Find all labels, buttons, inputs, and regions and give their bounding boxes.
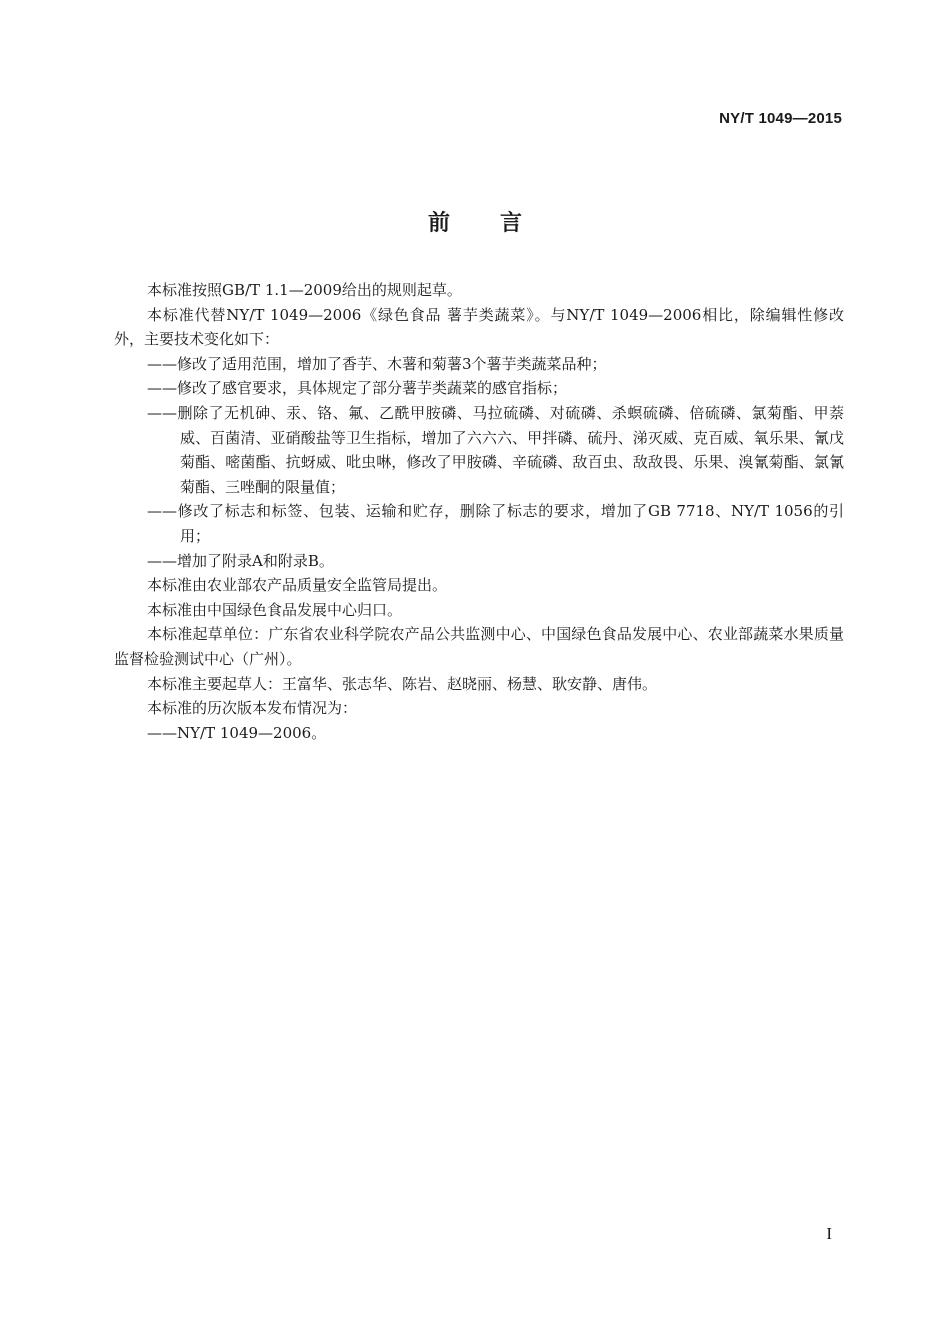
change-item: ——修改了感官要求，具体规定了部分薯芋类蔬菜的感官指标； bbox=[147, 379, 568, 398]
change-item: ——修改了标志和标签、包装、运输和贮存，删除了标志的要求，增加了GB 7718、NY/T 1056的引用； bbox=[147, 502, 844, 545]
history-item: ——NY/T 1049—2006。 bbox=[147, 723, 327, 742]
foreword-body bbox=[114, 278, 844, 745]
page-number: I bbox=[826, 1224, 832, 1243]
change-item: ——增加了附录A和附录B。 bbox=[147, 551, 334, 570]
page-title: 前言 bbox=[427, 211, 572, 236]
paragraph-centralized-unit: 本标准由中国绿色食品发展中心归口。 bbox=[147, 600, 403, 619]
paragraph-drafting-units: 本标准起草单位：广东省农业科学院农产品公共监测中心、中国绿色食品发展中心、农业部蔬菜水果质量监督检验测试中心（广州）。 bbox=[114, 625, 844, 668]
paragraph-proposer: 本标准由农业部农产品质量安全监管局提出。 bbox=[147, 576, 448, 595]
standard-code: NY/T 1049—2015 bbox=[719, 110, 842, 127]
paragraph-drafters: 本标准主要起草人：王富华、张志华、陈岩、赵晓丽、杨慧、耿安静、唐伟。 bbox=[147, 674, 658, 693]
paragraph-drafting-rules: 本标准按照GB/T 1.1—2009给出的规则起草。 bbox=[147, 281, 462, 299]
paragraph-history-intro: 本标准的历次版本发布情况为： bbox=[147, 699, 358, 718]
change-item: ——修改了适用范围，增加了香芋、木薯和菊薯3个薯芋类蔬菜品种； bbox=[147, 354, 607, 373]
change-item: ——删除了无机砷、汞、铬、氟、乙酰甲胺磷、马拉硫磷、对硫磷、杀螟硫磷、倍硫磷、氯菊酯、甲萘威、百菌清、亚硝酸盐等卫生指标，增加了六六六、甲拌磷、硫丹、涕灭威、克百威、氧乐果、氰戊菊酯、嘧菌酯、抗蚜威、吡虫啉，修改了甲胺磷、辛硫磷、敌百虫、敌敌畏、乐果、溴氰菊酯、氯氰菊酯、三唑酮的限量值； bbox=[147, 403, 844, 496]
paragraph-replacement: 本标准代替NY/T 1049—2006《绿色食品 薯芋类蔬菜》。与NY/T 1049—2006相比，除编辑性修改外，主要技术变化如下： bbox=[114, 305, 844, 349]
